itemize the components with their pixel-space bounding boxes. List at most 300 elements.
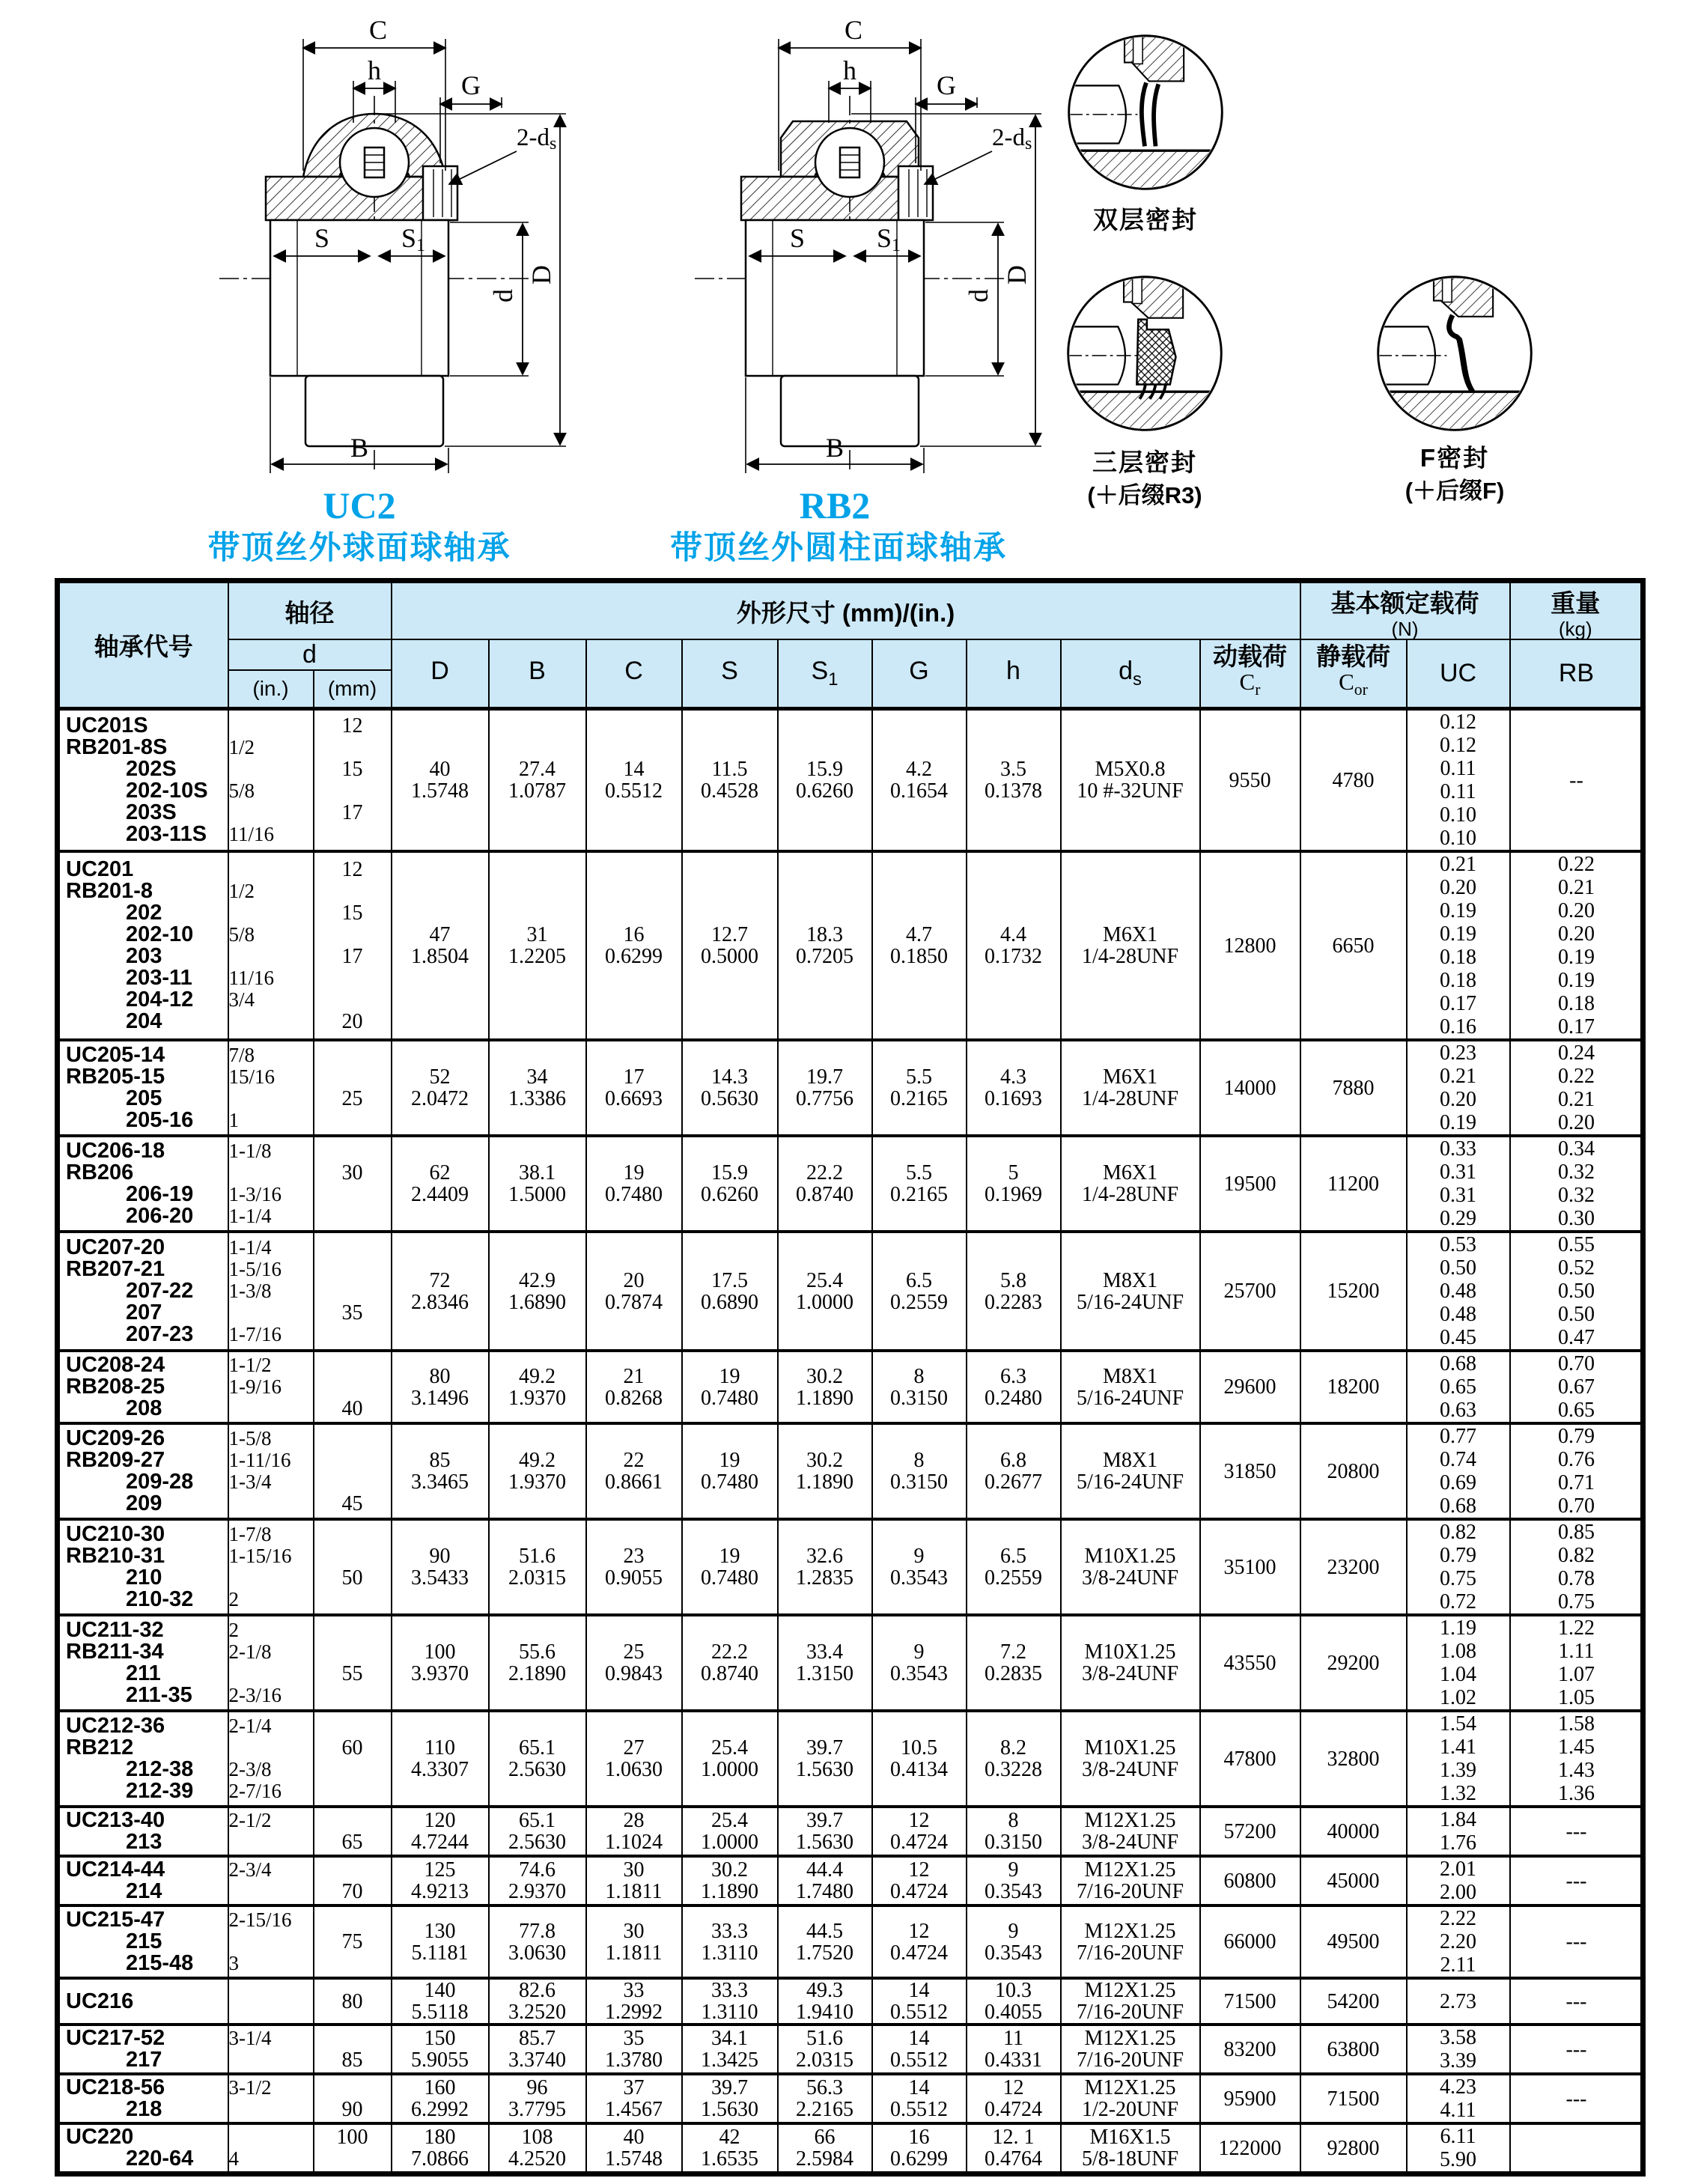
value-line: 0.32 <box>1558 1184 1595 1207</box>
value-line: 0.3150 <box>890 1386 948 1410</box>
value-line: 0.3543 <box>890 1662 948 1685</box>
value-line: 0.21 <box>1440 853 1476 876</box>
value-line: 29200 <box>1327 1651 1380 1675</box>
value-line: 25 <box>623 1640 645 1664</box>
cell-rb-weight <box>1510 1905 1643 1978</box>
cell-h <box>967 1351 1061 1423</box>
value-line: 82.6 <box>519 1979 556 2002</box>
value-line: 0.6299 <box>605 945 663 968</box>
cell-ds <box>1061 1615 1200 1711</box>
cell-B <box>489 1351 586 1423</box>
value-line: 28 <box>623 1809 645 1832</box>
bearing-code: 215 <box>126 1929 162 1953</box>
value-line: 6650 <box>1332 934 1375 958</box>
cell-uc-weight <box>1407 851 1510 1040</box>
value-line: 1-1/2 <box>228 1354 272 1376</box>
value-line: 19 <box>719 1364 740 1388</box>
col-header-mm: (mm) <box>314 670 392 709</box>
value-line: 11.5 <box>711 758 748 781</box>
value-line: --- <box>1565 1989 1587 2013</box>
cell-S1 <box>778 2025 872 2074</box>
value-line: 8 <box>913 1449 925 1472</box>
value-line: 0.3150 <box>890 1470 948 1494</box>
bearing-code: RB212 <box>66 1736 134 1759</box>
value-line: 0.7480 <box>701 1566 758 1590</box>
value-line: 4.7244 <box>411 1831 469 1854</box>
value-line: 44.4 <box>806 1858 843 1882</box>
value-line: 18.3 <box>806 923 843 946</box>
cell-S1 <box>778 2123 872 2174</box>
cell-G <box>872 2123 967 2174</box>
cell-d-in <box>228 1351 314 1423</box>
value-line: 0.71 <box>1558 1471 1595 1494</box>
cell-codes <box>58 1040 228 1136</box>
value-line: 0.6299 <box>890 2147 948 2171</box>
value-line: 3.2520 <box>508 2001 566 2024</box>
cell-S1 <box>778 1040 872 1136</box>
cell-B <box>489 1856 586 1905</box>
value-line: 122000 <box>1218 2136 1282 2160</box>
cell-B <box>489 851 586 1040</box>
cell-rb-weight <box>1510 1136 1643 1232</box>
value-line: 1.0630 <box>605 1758 663 1781</box>
cell-codes <box>58 1905 228 1978</box>
value-line: M10X1.25 <box>1084 1640 1176 1664</box>
value-line: 0.75 <box>1440 1567 1476 1590</box>
cell-rb-weight <box>1510 1232 1643 1351</box>
bearing-code: 203-11S <box>126 822 207 846</box>
bearing-code: 211-35 <box>126 1683 192 1707</box>
cell-cor <box>1300 1136 1407 1232</box>
value-line: 3.9370 <box>411 1662 469 1685</box>
value-line: 0.8740 <box>701 1662 758 1685</box>
cell-cr <box>1200 1807 1300 1856</box>
value-line: 0.65 <box>1558 1399 1595 1422</box>
value-line: 45000 <box>1327 1869 1380 1893</box>
cell-codes <box>58 1423 228 1519</box>
cell-D <box>392 1232 489 1351</box>
cell-B <box>489 1040 586 1136</box>
value-line: 3.39 <box>1440 2049 1476 2072</box>
value-line: 25.4 <box>711 1809 748 1832</box>
value-line: 74.6 <box>519 1858 556 1882</box>
weight-unit: (kg) <box>1558 617 1592 640</box>
value-line: 0.3543 <box>985 1880 1042 1903</box>
value-line <box>314 1428 391 1450</box>
value-line: 66 <box>814 2126 836 2149</box>
cell-C <box>586 1519 682 1615</box>
dim-label-d: d <box>488 289 518 302</box>
value-line: 1.07 <box>1558 1663 1595 1686</box>
value-line: 125 <box>424 1858 456 1882</box>
cell-cr <box>1200 1978 1300 2025</box>
value-line: 100 <box>424 1640 456 1664</box>
value-line: 0.8740 <box>796 1183 853 1206</box>
cell-cor <box>1300 851 1407 1040</box>
value-line: M12X1.25 <box>1084 1809 1176 1832</box>
value-line <box>314 1376 391 1398</box>
value-line: 108 <box>521 2126 553 2149</box>
bearing-code: UC205-14 <box>66 1043 165 1067</box>
value-line: 3.0630 <box>508 1941 566 1965</box>
cell-ds <box>1061 1905 1200 1978</box>
value-line <box>229 2049 313 2071</box>
value-line: 0.6260 <box>701 1183 758 1206</box>
value-line: 1-7/8 <box>228 1523 272 1545</box>
value-line: 0.20 <box>1440 876 1476 899</box>
cell-C <box>586 1232 682 1351</box>
value-line: 14 <box>908 2076 930 2099</box>
value-line: 1.84 <box>1440 1808 1476 1831</box>
bearing-code: RB201-8 <box>66 879 153 903</box>
value-line: 0.75 <box>1558 1590 1595 1613</box>
value-line: 1-5/16 <box>228 1258 282 1280</box>
value-line: 0.53 <box>1440 1233 1476 1256</box>
cell-S1 <box>778 1978 872 2025</box>
value-line: 5 <box>1008 1161 1019 1184</box>
cell-h <box>967 1519 1061 1615</box>
cell-S <box>682 1136 778 1232</box>
bearing-code: 202-10 <box>126 922 194 946</box>
value-line: 0.18 <box>1558 992 1595 1015</box>
bearing-code: RB209-27 <box>66 1448 165 1472</box>
cell-D <box>392 1351 489 1423</box>
cell-S1 <box>778 1615 872 1711</box>
dim-label-h: h <box>368 55 381 85</box>
bearing-code: RB201-8S <box>66 735 168 759</box>
cell-rb-weight <box>1510 1423 1643 1519</box>
value-line: 0.19 <box>1558 969 1595 992</box>
value-line <box>229 946 313 967</box>
value-line: 1.3150 <box>796 1662 853 1685</box>
cell-d-mm <box>314 2074 392 2123</box>
value-line: 2.5630 <box>508 1758 566 1781</box>
cell-rb-weight <box>1510 1615 1643 1711</box>
value-line: 77.8 <box>519 1919 556 1943</box>
cell-C <box>586 709 682 852</box>
value-line: 0.20 <box>1558 922 1595 946</box>
cell-cr <box>1200 2123 1300 2174</box>
value-line: 22.2 <box>806 1161 843 1184</box>
cell-G <box>872 1136 967 1232</box>
cell-codes <box>58 1519 228 1615</box>
value-line: 0.3543 <box>985 1941 1042 1965</box>
value-line: 0.7480 <box>605 1183 663 1206</box>
value-line <box>314 780 391 802</box>
value-line: 0.68 <box>1440 1352 1476 1375</box>
bearing-code: UC201 <box>66 857 134 881</box>
value-line: 30 <box>623 1858 645 1882</box>
value-line: M6X1 <box>1102 1065 1158 1089</box>
value-line: 30.2 <box>806 1364 843 1388</box>
value-line: 1-3/8 <box>228 1280 272 1302</box>
double-lip-seal-diagram <box>1062 29 1229 195</box>
value-line: 1/2 <box>228 880 255 902</box>
value-line: 0.72 <box>1440 1590 1476 1613</box>
value-line: 5.90 <box>1440 2148 1476 2171</box>
value-line: 0.47 <box>1558 1326 1595 1349</box>
value-line: 11/16 <box>228 823 274 845</box>
weight-title: 重量 <box>1551 588 1601 617</box>
cell-codes <box>58 1711 228 1807</box>
value-line: 1.08 <box>1440 1640 1476 1663</box>
dim-label-S: S <box>314 223 330 253</box>
value-line: 14000 <box>1223 1076 1276 1100</box>
value-line: 9 <box>1008 1858 1019 1882</box>
value-line: 8 <box>913 1364 925 1388</box>
value-line: 9 <box>1008 1919 1019 1943</box>
cell-d-in <box>228 1905 314 1978</box>
value-line: 2.22 <box>1440 1907 1476 1930</box>
cell-S <box>682 1856 778 1905</box>
value-line: 0.50 <box>1558 1303 1595 1326</box>
cell-B <box>489 709 586 852</box>
cell-ds <box>1061 1856 1200 1905</box>
value-line: 2.0315 <box>508 1566 566 1590</box>
value-line: 17 <box>341 801 363 824</box>
cell-rb-weight <box>1510 709 1643 852</box>
value-line: 1.3386 <box>508 1087 566 1110</box>
value-line: 0.2835 <box>985 1662 1042 1685</box>
value-line: 1.2205 <box>508 945 566 968</box>
cell-h <box>967 851 1061 1040</box>
value-line <box>229 1663 313 1685</box>
cell-uc-weight <box>1407 1905 1510 1978</box>
value-line: 0.68 <box>1440 1494 1476 1518</box>
col-header-uc: UC <box>1407 639 1510 709</box>
set-screw <box>898 166 933 220</box>
value-line: 23 <box>623 1545 645 1568</box>
bearing-code: 202 <box>126 901 162 925</box>
value-line <box>314 1524 391 1545</box>
value-line: 42.9 <box>519 1268 556 1292</box>
value-line: 0.10 <box>1440 827 1476 850</box>
cell-uc-weight <box>1407 1856 1510 1905</box>
value-line: 0.2165 <box>890 1087 948 1110</box>
cell-C <box>586 1615 682 1711</box>
value-line <box>229 1831 313 1853</box>
bearing-code: 207-22 <box>126 1279 194 1303</box>
value-line: 50 <box>341 1566 363 1590</box>
value-line: 0.20 <box>1558 899 1595 922</box>
value-line <box>314 924 391 946</box>
value-line <box>314 1354 391 1376</box>
col-header-S: S <box>682 639 778 709</box>
col-header-G: G <box>872 639 967 709</box>
value-line: 7/16-20UNF <box>1076 2001 1184 2024</box>
value-line: 1/4-28UNF <box>1081 945 1179 968</box>
value-line: 6.3 <box>1000 1364 1026 1388</box>
value-line: 85.7 <box>519 2027 556 2050</box>
value-line: 1.7480 <box>796 1880 853 1903</box>
value-line: 4.23 <box>1440 2075 1476 2099</box>
cell-G <box>872 1978 967 2025</box>
table-row <box>58 2123 1643 2174</box>
cell-S <box>682 1519 778 1615</box>
value-line: 0.16 <box>1440 1015 1476 1038</box>
cell-B <box>489 1905 586 1978</box>
value-line: 0.50 <box>1558 1280 1595 1303</box>
cell-h <box>967 1711 1061 1807</box>
value-line: 1.1890 <box>796 1386 853 1410</box>
cell-cr <box>1200 1232 1300 1351</box>
col-header-D: D <box>392 639 489 709</box>
bearing-code: UC215-47 <box>66 1908 165 1932</box>
dim-label-G: G <box>461 70 481 100</box>
value-line: 1.9370 <box>508 1386 566 1410</box>
value-line: 0.82 <box>1440 1521 1476 1544</box>
cell-B <box>489 2123 586 2174</box>
table-row <box>58 1905 1643 1978</box>
value-line: 12 <box>1002 2076 1024 2099</box>
value-line: 39.7 <box>806 1809 843 1832</box>
value-line <box>229 2099 313 2120</box>
value-line: 5.9055 <box>411 2048 469 2072</box>
cell-uc-weight <box>1407 1040 1510 1136</box>
value-line: 19 <box>623 1161 645 1184</box>
shaft <box>305 376 443 446</box>
col-header-h: h <box>967 639 1061 709</box>
value-line: 22.2 <box>711 1640 748 1664</box>
cell-rb-weight <box>1510 1351 1643 1423</box>
value-line <box>229 715 313 737</box>
dim-label-S1: S1 <box>877 223 901 256</box>
value-line: 0.8661 <box>605 1470 663 1494</box>
value-line: 54200 <box>1327 1989 1380 2013</box>
cell-ds <box>1061 851 1200 1040</box>
value-line: 1.5630 <box>796 1758 853 1781</box>
value-line <box>229 1991 313 2013</box>
value-line: 0.79 <box>1558 1425 1595 1448</box>
cell-uc-weight <box>1407 2123 1510 2174</box>
value-line: 29600 <box>1223 1375 1276 1399</box>
value-line: 1/2-20UNF <box>1081 2098 1179 2121</box>
cell-B <box>489 1232 586 1351</box>
cell-G <box>872 1807 967 1856</box>
cell-uc-weight <box>1407 1615 1510 1711</box>
value-line: 3.5 <box>1000 758 1026 781</box>
cell-cr <box>1200 1351 1300 1423</box>
value-line: 5.5 <box>906 1065 932 1089</box>
cell-S1 <box>778 2074 872 2123</box>
value-line: 25.4 <box>711 1736 748 1759</box>
value-line: 120 <box>424 1809 456 1832</box>
bearing-code: 214 <box>126 1879 162 1903</box>
value-line <box>314 1184 391 1205</box>
cell-d-mm <box>314 709 392 852</box>
bearing-code: 207-23 <box>126 1322 194 1346</box>
value-line: 1.3110 <box>701 2001 758 2024</box>
value-line <box>314 1859 391 1881</box>
cell-codes <box>58 1351 228 1423</box>
value-line: 21 <box>623 1364 645 1388</box>
dim-label-B: B <box>826 433 845 463</box>
cell-rb-weight <box>1510 1040 1643 1136</box>
cell-cor <box>1300 1423 1407 1519</box>
value-line: 1.1890 <box>796 1470 853 1494</box>
bearing-code: UC214-44 <box>66 1858 165 1882</box>
value-line: 0.77 <box>1440 1425 1476 1448</box>
value-line: 5/8 <box>228 779 255 802</box>
cell-cor <box>1300 1519 1407 1615</box>
cell-h <box>967 2123 1061 2174</box>
table-row <box>58 1807 1643 1856</box>
value-line: 2.2165 <box>796 2098 853 2121</box>
cell-cor <box>1300 1040 1407 1136</box>
cell-C <box>586 851 682 1040</box>
value-line <box>229 1881 313 1902</box>
cell-S <box>682 1905 778 1978</box>
value-line: 4.2 <box>906 758 932 781</box>
shaft <box>781 376 919 446</box>
value-line: 0.3150 <box>985 1831 1042 1854</box>
cell-codes <box>58 1136 228 1232</box>
cell-B <box>489 1807 586 1856</box>
cell-cor <box>1300 709 1407 852</box>
value-line: 1.41 <box>1440 1736 1476 1759</box>
value-line: 2.01 <box>1440 1858 1476 1881</box>
value-line: 55 <box>341 1662 363 1685</box>
value-line: 62 <box>429 1161 451 1184</box>
value-line: 1.1811 <box>605 1880 663 1903</box>
cell-D <box>392 1615 489 1711</box>
value-line <box>229 1162 313 1184</box>
cell-G <box>872 2074 967 2123</box>
bearing-code: UC218-56 <box>66 2075 165 2099</box>
value-line: 2.9370 <box>508 1880 566 1903</box>
cell-G <box>872 1905 967 1978</box>
value-line: 0.79 <box>1440 1544 1476 1567</box>
value-line: 23200 <box>1327 1555 1380 1579</box>
cell-S <box>682 1807 778 1856</box>
cell-d-mm <box>314 1232 392 1351</box>
dim-label-S1: S1 <box>401 223 426 256</box>
cell-S <box>682 2025 778 2074</box>
value-line: 85 <box>429 1449 451 1472</box>
value-line: 0.76 <box>1558 1448 1595 1471</box>
value-line: 20 <box>623 1268 645 1292</box>
value-line: 65.1 <box>519 1736 556 1759</box>
cell-h <box>967 1423 1061 1519</box>
cell-D <box>392 1856 489 1905</box>
rb2-subtitle: 带顶丝外圆柱面球轴承 <box>670 530 1007 566</box>
dim-label-D: D <box>1002 265 1032 285</box>
bearing-code: UC209-26 <box>66 1426 165 1450</box>
bearing-code: 205-16 <box>126 1108 194 1132</box>
value-line: 70 <box>341 1880 363 1903</box>
value-line: 39.7 <box>711 2076 748 2099</box>
cell-cr <box>1200 851 1300 1040</box>
cell-S1 <box>778 1905 872 1978</box>
cell-codes <box>58 1978 228 2025</box>
value-line: 5.5118 <box>411 2001 469 2024</box>
value-line: 0.3543 <box>890 1566 948 1590</box>
cell-cor <box>1300 1905 1407 1978</box>
cell-C <box>586 1856 682 1905</box>
value-line <box>229 1737 313 1759</box>
value-line: 7880 <box>1332 1076 1375 1100</box>
table-row <box>58 1040 1643 1136</box>
value-line: 1.02 <box>1440 1686 1476 1709</box>
value-line: 1-7/16 <box>228 1323 282 1345</box>
value-line: 0.31 <box>1440 1184 1476 1207</box>
value-line: 1.11 <box>1558 1640 1595 1663</box>
value-line: 1.22 <box>1558 1616 1595 1640</box>
cell-rb-weight <box>1510 851 1643 1040</box>
cell-B <box>489 1136 586 1232</box>
value-line: 51.6 <box>519 1545 556 1568</box>
cell-cr <box>1200 2074 1300 2123</box>
